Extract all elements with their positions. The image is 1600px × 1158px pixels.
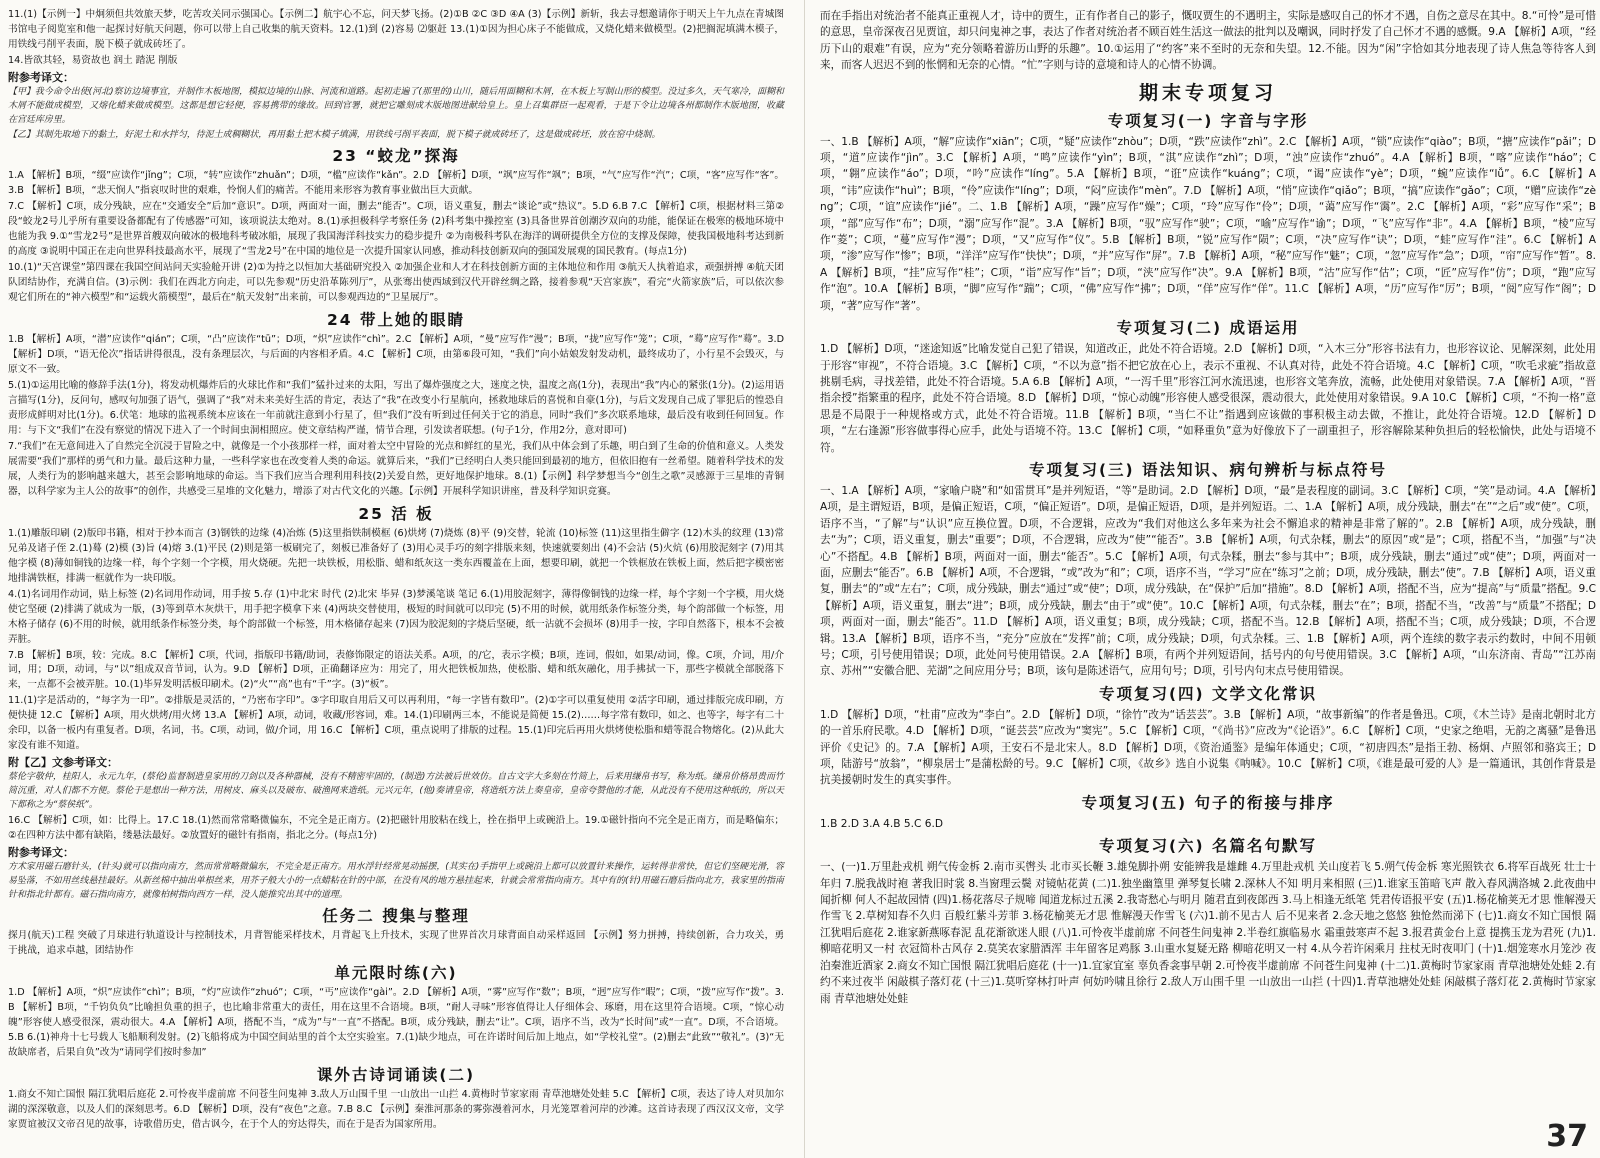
task-2-title: 任务二 搜集与整理 — [322, 907, 470, 926]
extra-poems-2-title: 课外古诗词诵读(二) — [316, 1066, 476, 1085]
review-5-title: 专项复习(五) 句子的衔接与排序 — [1081, 793, 1335, 812]
review-6-title: 专项复习(六) 名篇名句默写 — [1098, 837, 1318, 856]
section-23-para: 7.C 【解析】C项，成分残缺，应在“交通安全”后加“意识”。D项，两面对一面，删去“能否”。C项，语义重复，删去“谈论”或“热议”。5.D 6.B 7.C 【解析】C项，根据材料三第②段“蛟龙2号儿乎所有重要设备都配有了传感器”可知，该项说法太绝对。8.(1)承担极科学考察任务 (2)科考集中操控室 (3)具备世界首创潮汐双向的功能，能保证在极寒的极地环境中也能为我 9.①“雪龙2号”是世界首艘双向破冰的极地科考破冰船，展现了我国海洋科技实力的稳步提升 ②为南极科考队在海洋的调研提供全方位的支撑及保障，使我国极地科考达到新的高度 ③说明中国正在走向世界科技最高水平，展现了“雪龙2号”在中国的地位是一次提升国家认同感，推动科技创新双向的强国发展观的国民教育。(每点1分) — [8, 201, 784, 258]
unit-test-6-text: 1.D 【解析】A项，“炽”应读作“chì”；B项，“灼”应读作“zhuó”；C项，“丐”应读作“gài”。2.D 【解析】A项，“雾”应写作“数”；B项，“迥”应写作“暇”；C项，“拨”应写作“拨”。3.B 【解析】B项，“千钧负负”比喻担负重的担子，也比喻非常重大的责任，用在这里不合语境。B项，“耐人寻味”形容值得让人仔细体会、琢磨，用在这里符合语境。C项，“惊心动魄”形容使人感受很深，震动很大。4.A 【解析】A项，搭配不当，“成为”与“一直”不搭配。B项，成分残缺，删去“让”。C项，语序不当，改为“长时间”或“一直”。D项，不合语境。5.B 6.(1)神舟十七号载人飞船顺利发射。(2)飞船将成为中国空间站里的首个太空实验室。7.(1)缺少地点，可在许诺时间后加上地点，如“学校礼堂”。(2)删去“此致”“敬礼”。(3)“无故缺席者，后果自负”改为“请同学们按时参加” — [8, 987, 784, 1059]
left-intro-0: 11.(1)【示例一】中炯须但共效旅天梦，吃苦攻关同示强国心。【示例二】航宇心不忘，问天梦飞扬。(2)①B ②C ③D ④A (3)【示例】新斩，我去寻想邀请你于明天上午九点在青城图书馆电子阅览室和他一起探讨好航天问题，你可以带上自己收集的航天资料。12.(1)到 (2)容易 ⑵躯赶 13.(1)①因为担心床子不能做成，又烧化蜡来做模型。(2)把搁泥填满木模子，用铁线弓削平表面，脱下模子就成砖坯了。 — [8, 9, 784, 50]
section-24-para: 5.(1)①运用比喻的修辞手法(1分)，将发动机爆炸后的火球比作和“我们”猛扑过来的太阳，写出了爆炸强度之大，迷度之快，温度之高(1分)，表现出“我”内心的紧张(1分)。(2)运用语言描写(1分)，反问句，感叹句加强了语气，强调了“我”对未来美好生活的肯定，表达了“我”在改变小行星航向，拯救地球后的喜悦和自豪(1分)，与后文发现自己成了罪犯后的惶恐自责形成鲜明对比(1分)。6.伏笔：地球的监视系统本应该在一年前就注意到小行星了，但“我们”没有听到过任何关于它的消息，同时“我们”多次联系地球，最后没有收到任何回复。作用：与下文“我们”在没有察觉的情况下进入了一个时间虫洞相照应。使文章结构严谨，情节合理，引发读者联想。(句子1分，作用2分，意对即可) — [8, 380, 784, 436]
left-column — [8, 8, 784, 1134]
review-3-title: 专项复习(三) 语法知识、病句辨析与标点符号 — [1028, 460, 1388, 479]
section-24-para: 7.“我们”在无意间进入了自然完全沉浸于冒险之中，就像是一个小孩那样一样，面对着太空中冒险的光点和鲜红的星光，我们从中体会到了乐趣，明白到了生命的价值和意义。人类发展需要“我们”那样的勇气和力量。最后这种力量，一些科学家也在改变着人类的命运。就算后来，“我们”已经明白人类只能回到最初的地方，但依旧抱有一丝希望。随着科学技术的发展，人类行为的影响越来越大，甚至会影响地球的命运。当下我们应当合理利用科技(2)关爱自然，更好地保护地球。8.(1)【示例】科学梦想当今“创生之歌”灵感源于三星堆的青铜器，以科学家为主人公的故事”的创作，共感受三星堆的文化魅力，增添了对古代文化的兴趣。【示例】开展科学知识讲座，普及科学知识竞赛。 — [8, 440, 784, 497]
section-25-answers-b: 16.C 【解析】C项，如：比得上。17.C 18.(1)然而常常略微偏东，不完全是正南方。(2)把磁针用胶粘在线上，拴在指甲上或碗沿上。19.①磁针指向不完全是正南方，而是略偏东；②在四种方法中都有缺陷，缕悬法最好。②放置好的磁针有指南，指北之分。(每点1分) — [8, 814, 784, 841]
section-25-para: 4.(1)名词用作动词，贴上标签 (2)名词用作动词，用手按 5.存 (1)中北宋 时代 (2)北宋 毕昇 (3)梦溪笔谈 笔记 6.(1)用胶泥刻字，薄得像铜钱的边缘一样，每个字刻一个字模，用火烧使它坚硬 (2)排满了就成为一版，(3)等到草木灰烘干，用手把字模拿下来 (4)两块交替使用，极短的时间就可以印完 (5)不用的时候，就用纸条作标签分类，每个韵部做一个标签，用木格子储存 (6)不用的时候，就用纸条作标签分类，每个韵部做一个标签，用木格储存起来 (7)因为胶泥刻的字烧后坚硬，纸一沾就不会损坏 (8)用手一按，字印自然落下，根本不会被弄脏。 — [8, 588, 784, 645]
section-25-title: 25 活 板 — [358, 504, 434, 523]
section-25-para: 11.(1)字是活动的，“每字为一印”。②排版是灵活的，“乃密布字印”。③字印取自用后又可以再利用，“每一字皆有数印”。(2)①字可以重复使用 ②活字印刷，通过排版完成印刷，方便快捷 12.C 【解析】A项，用火烘烤/用火烤 13.A 【解析】A项，动词，收藏/形容词，难。14.(1)印刷两三本，不能说是简便 15.(2)……每字常有数印，如之、也等字，每字有二十余印，以备一板内有重复者。D项，名词，书。C项，动词，做/介词，用 16.C 【解析】C项，重点说明了排版的过程。15.(1)印完后再用火烘烤使松脂和蜡等混合物熔化。(2)从此大家没有谁不知道。 — [8, 695, 784, 752]
task-2-text: 探月(航天)工程 突破了月球进行轨道设计与控制技术，月背智能采样技术，月背起飞上升技术，实现了世界首次月球背面自动采样返回 【示例】努力拼搏，持续创新，合力攻关，勇于挑战，追求卓越，团结协作 — [8, 930, 784, 957]
section-24-title: 24 带上她的眼睛 — [327, 311, 465, 330]
section-25-para: 1.(1)雕版印刷 (2)版印书籍，相对于抄本而言 (3)钢铁的边缘 (4)冶炼 (5)这里指铁制模框 (6)烘烤 (7)烧炼 (8)平 (9)交替，轮流 (10)标签 (11)这里指生僻字 (12)木头的纹理 (13)常兄弟及诸子侄 2.(1)蓦 (2)模 (3)旨 (4)熔 3.(1)平民 (2)则是第一板刷完了，刻板已准备好了 (3)用心灵手巧的刻字排版来刻，快速就要刻出 (4)不会沾 (5)火炕 (6)用胶泥刻字 (7)用其他字模 (8)薄如铜钱的边缘一样，每个字刻一个字模，用火烧硬。先把一块铁板，用松脂、蜡和纸灰这一类东西覆盖在上面，想要印刷，就把一个铁框放在铁板上面，然后把字模密密地排满铁框，排满一框就作为一块印版。 — [8, 527, 784, 584]
section-25-para: 7.B 【解析】B项，较：完成。8.C 【解析】C项，代词，指版印书籍/助词，表修饰限定的语法关系。A项，的/它，表示字模；B项，连词，假如，如果/动词，像。C项，介词，用/介词，用；D项，动词，与“以”组成双音节词，认为。9.D 【解析】D项，正确翻译应为：用完了，用火把铁板加热，使松脂、蜡和纸灰融化，用手拂拭一下，那些字模就全部脱落下来，一点都不会被弄脏。10.(1)毕昇发明活板印刷术。(2)“火”“高”也有“千”字。(3)“板”。 — [8, 649, 784, 691]
review-2-title: 专项复习(二) 成语运用 — [1116, 319, 1300, 338]
ref-translation-label: 附参考译文： — [8, 70, 74, 84]
review-5-text: 1.B 2.D 3.A 4.B 5.C 6.D — [820, 817, 943, 830]
review-1-title: 专项复习(一) 字音与字形 — [1107, 111, 1309, 130]
review-6-text: 一、(一)1.万里赴戎机 朔气传金柝 2.南市买辔头 北市买长鞭 3.雄兔脚扑朔 安能辨我是雄雌 4.万里赴戎机 关山度若飞 5.朔气传金柝 寒光照铁衣 6.将军百战死 壮士十年归 7.脱我战时袍 著我旧时裳 8.当窗理云鬓 对镜帖花黄 (二)1.独坐幽篁里 弹琴复长啸 2.深林人不知 明月来相照 (三)1.谁家玉笛暗飞声 散入春风满洛城 2.此夜曲中闻折柳 何人不起故园情 (四)1.杨花落尽子规啼 闻道龙标过五溪 2.我寄愁心与明月 随君直到夜郎西 3.马上相逢无纸笔 凭君传语报平安 (五)1.杨花榆荚无才思 惟解漫天作雪飞 2.草树知春不久归 百般红紫斗芳菲 3.杨花榆荚无才思 惟解漫天作雪飞 (六)1.前不见古人 后不见来者 2.念天地之悠悠 独怆然而涕下 (七)1.商女不知亡国恨 隔江犹唱后庭花 2.谁家新燕啄春泥 乱花渐欲迷人眼 (八)1.可怜夜半虚前席 不问苍生问鬼神 2.半卷红旗临易水 霜重鼓寒声不起 3.报君黄金台上意 提携玉龙为君死 (九)1.柳暗花明又一村 衣冠简朴古风存 2.莫笑农家腊酒浑 丰年留客足鸡豚 3.山重水复疑无路 柳暗花明又一村 4.从今若许闲乘月 拄杖无时夜叩门 (十)1.烟笼寒水月笼沙 夜泊秦淮近酒家 2.商女不知亡国恨 隔江犹唱后庭花 (十一)1.宜家宜室 辜负香衾事早朝 2.可怜夜半虚前席 不问苍生问鬼神 (十二)1.黄梅时节家家雨 青草池塘处处蛙 2.有约不来过夜半 闲敲棋子落灯花 (十三)1.莫听穿林打叶声 何妨吟啸且徐行 2.敌人万山围千里 一山放出一山拦 (十四)1.青草池塘处处蛙 闲敲棋子落灯花 2.黄梅时节家家雨 青草池塘处处蛙 — [820, 861, 1596, 1005]
left-intro-1: 14.皆欲其轻，易资故也 润土 踏泥 削版 — [8, 54, 178, 66]
extra-poems-2-text: 1.商女不知亡国恨 隔江犹唱后庭花 2.可怜夜半虚前席 不问苍生问鬼神 3.敌人万山围千里 一山放出一山拦 4.黄梅时节家家雨 青草池塘处处蛙 5.C 【解析】C项，表达了诗人对贝加尔湖的深深敬意，以及人们的深刻思考。6.D 【解析】D项，没有“夜色”之意。7.B 8.C 【示例】秦淮河那条的雾弥漫着河水，月光笼罩着河岸的沙滩。这首诗表现了西汉汉文帝，文学家贾谊被汉文帝召见的故事，诗歌借历史，借古讽今，在于个人的穷达得失，而在于是否为国家所用。 — [8, 1089, 784, 1131]
section-25-translation-label: 附【乙】文参考译文： — [8, 756, 118, 770]
column-divider — [804, 0, 805, 1158]
review-4-text: 1.D 【解析】D项，“杜甫”应改为“李白”。2.D 【解析】D项，“徐竹”改为“话芸芸”。3.B 【解析】A项，“故事新编”的作者是鲁迅。C项，《木兰诗》是南北朝时北方的一首乐府民歌。4.D 【解析】D项，“诞芸芸”应改为“窦宪”。5.C 【解析】C项，“《尚书》”应改为“《论语》”。6.C 【解析】C项，“史家之绝唱，无韵之离骚”是鲁迅评价《史记》的。7.A 【解析】A项，王安石不是北宋人。8.D 【解析】D项，《资治通鉴》是编年体通史；C项，“初唐四杰”是指王勃、杨炯、卢照邻和骆宾王；D项，陆游号“放翁”，“柳泉居士”是蒲松龄的号。9.C 【解析】C项，《故乡》选自小说集《呐喊》。10.C 【解析】C项，《谁是最可爱的人》是一篇通讯，其创作背景是抗美援朝时发生的真实事件。 — [820, 708, 1596, 787]
review-4-title: 专项复习(四) 文学文化常识 — [1098, 684, 1318, 703]
translation-cailun: 蔡伦字敬仲，桂阳人，永元九年，(蔡伦)监督制造皇家用的刀剑以及各种器械，没有不精密牢固的，(制造)方法被后世效仿。自古文字大多刻在竹简上，后来用缣帛书写，称为纸。缣帛价格昂贵而竹简沉重，对人们都不方便。蔡伦于是想出一种方法，用树皮、麻头以及破布、破渔网来造纸。元兴元年，(他)奏请皇帝，将造纸方法上奏皇帝，皇帝夸赞他的才能，从此没有不使用这种纸的，所以天下都称之为“蔡侯纸”。 — [8, 772, 784, 811]
review-2-text: 1.D 【解析】D项，“迷途知返”比喻发觉自己犯了错误，知道改正，此处不符合语境。2.D 【解析】D项，“入木三分”形容书法有力，也形容议论、见解深刻，此处用于形容“审视”，不符合语境。3.C 【解析】C项，“不以为意”指不把它放在心上，表示不重视、不认真对待，此处不符合语境。4.C 【解析】C项，“吹毛求疵”指故意挑剔毛病，寻找差错，此处不符合语境。5.A 6.B 【解析】A项，“一泻千里”形容江河水流迅速，也形容文笔奔放，流畅，此处使用对象错误。7.A 【解析】A项，“晋指余授”指繁重的程序，此处不符合语境。8.D 【解析】D项，“惊心动魄”形容使人感受很深，震动很大，此处使用对象错误。9.A 10.C 【解析】C项，“不拘一格”意思是不局限于一种规格或方式，此处不符合语境。11.B 【解析】B项，“当仁不让”指遇到应该做的事积极主动去做，不推让，此处符合语境。12.D 【解析】D项，“左右逢源”形容做事得心应手，此处与语境不符。13.C 【解析】C项，“如释重负”意为好像放下了一副重担子，形容解除某种负担后的轻松愉快，此处与语境不符。 — [820, 343, 1596, 454]
translation-compass: 方术家用磁石磨针头，(针头)就可以指向南方，然而常常略微偏东，不完全是正南方。用水浮针经常晃动摇摆，(其实在)手指甲上或碗沿上都可以放置针来操作，运转得非常快，但它们坚硬光滑，容易坠落，不如用丝线悬挂最好。从新丝棉中抽出单根丝来，用芥子般大小的一点蜡粘在针的中部，在没有风的地方悬挂起来，针就会常常指向南方。其中有的(针)用磁石磨后指向北方，我家里的指南针和指北针都有。磁石指向南方，就像柏树指向西方一样，没人能推究出其中的道理。 — [8, 861, 784, 900]
section-24-para: 1.B 【解析】A项，“潜”应读作“qián”；C项，“凸”应读作“tū”；D项，“炽”应读作“chì”。2.C 【解析】A项，“曼”应写作“漫”；B项，“拢”应写作“笼”；C项，“蓦”应写作“蓦”。3.D 【解析】D项，“语无伦次”指话讲得很乱，没有条理层次，与后面的内容相矛盾。4.C 【解析】C项，由第⑥段可知，“我们”向小姑娘发射发动机，最终成功了，小行星不会毁灭，与原文不一致。 — [8, 334, 784, 376]
right-intro: 而在手指出对统治者不能真正重视人才，诗中的贾生，正有作者自己的影子，慨叹贾生的不遇明主，实际是感叹自己的怀才不遇，自伤之意尽在其中。8.“可怜”是可惜的意思，皇帝深夜召见贾谊，却只问鬼神之事，表达了作者对统治者不顾百姓生活这一做法的批判以及嘲讽，同时抒发了自己怀才不遇的感慨。9.A 【解析】A项，“经历下山的艰难”有误，应为“充分领略着游历山野的乐趣”。10.①运用了“约客”来不至时的无奈和失望。12.不能。因为“闲”字恰如其分地表现了诗人焦急等待客人到来，而客人迟迟不到的怅惘和无奈的心情。“忙”字则与诗的意境和诗人的心情不协调。 — [820, 10, 1596, 72]
page-number: 37 — [1546, 1119, 1588, 1154]
review-3-text: 一、1.A 【解析】A项，“家喻户晓”和“如雷贯耳”是并列短语，“等”是助词。2.D 【解析】D项，“最”是表程度的副词。3.C 【解析】C项，“笑”是动词。4.A 【解析】A项，是主谓短语，B项，是偏正短语，C项，“偏正短语”。D项，是偏正短语，D项，是并列短语。二、1.A 【解析】A项，成分残缺，删去“在”“之后”或“使”。C项，语序不当，“了解”与“认识”应互换位置。D项，不合逻辑，应改为“我们对他这么多年来为社会不懈追求的精神是非常了解的”。2.B 【解析】A项，成分残缺，删去“为”；C项，语义重复，删去“重要”；D项，不合逻辑，应改为“使”“能否”。3.B 【解析】A项，句式杂糅，删去“的原因”或“是”；C项，搭配不当，“加强”与“决心”不搭配。4.B 【解析】B项，两面对一面，删去“能否”。5.C 【解析】A项，句式杂糅，删去“参与其中”；B项，成分残缺，删去“通过”或“使”；D项，两面对一面，应删去“能否”。6.B 【解析】A项，不合逻辑，“或”改为“和”；C项，语序不当，“学习”应在“练习”之前；D项，成分残缺，删去“使”。7.B 【解析】A项，语义重复，删去“的”或“左右”；C项，成分残缺，删去“通过”或“使”；D项，成分残缺，在“保护”后加“措施”。8.D 【解析】A项，搭配不当，应为“提高”与“质量”搭配。9.C 【解析】A项，语义重复，删去“进”；B项，成分残缺，删去“由于”或“使”。10.C 【解析】A项，句式杂糅，删去“在”；B项，搭配不当，“改善”与“质量”不搭配；D项，两面对一面，删去“能否”。11.D 【解析】A项，语义重复；B项，成分残缺；C项，搭配不当。12.B 【解析】A项，搭配不当；C项，成分残缺；D项，不合逻辑。13.A 【解析】B项，语序不当，“充分”应放在“发挥”前；C项，成分残缺；D项，句式杂糅。三、1.B 【解析】A项，两个连续的数字表示约数时，中间不用顿号；C项，引号使用错误；D项，此处问号使用错误。2.A 【解析】B项，有两个并列短语间，括号内的句号使用错误。3.C 【解析】A项，“山东济南、青岛”“江苏南京、苏州”“安徽合肥、芜湖”之间应用分号；B项，该句是陈述语气，应用句号；D项，引号内句末点号使用错误。 — [820, 484, 1596, 678]
section-23-para: 10.(1)“天宫课堂”第四课在我国空间站问天实验舱开讲 (2)①为持之以恒加大基础研究投入 ②加强企业和人才在科技创新方面的主体地位和作用 ③航天人执着追求，顽强拼搏 ④航天团队团结协作，充满自信。(3)示例：我们在西北方向走，可以先参观“历史沿革陈列厅”，从张骞出使西域到汉代开辟丝绸之路，接着参观“天宫家族”，看完“火箭家族”后，可以依次参观它们所在的“神六模型”和“运载火箭模型”，最后在“航天发射”出来前，可以参观西边的“卫星展厅”。 — [8, 262, 784, 304]
ref-translation-jia: 【甲】我今命令出使(河北)察访边境事宜，并制作木板地图，模拟边境的山脉、河流和道路。起初走遍了(那里的)山川，随后用面糊和木屑，在木板上写制山形的模型。没过多久，天气寒冷，面糊和木屑不能做成模型，又熔化蜡来做成模型。这都是想它轻便，容易携带的缘故。回到官署，就把它雕刻成木版地图进献给皇上。皇上召集群臣一起观看，于是下令让边境各州都制作木版地图，收藏在宫廷库房里。 — [8, 86, 784, 125]
translation-compass-label: 附参考译文： — [8, 845, 74, 859]
section-23-para: 1.A 【解析】B项，“缀”应读作“jǐng”；C项，“转”应读作“zhuǎn”；D项，“槛”应读作“kǎn”。2.D 【解析】D项，“飒”应写作“飒”；B项，“气”应写作“汽”；C项，“客”应写作“客”。3.B 【解析】B项，“悲天悯人”指哀叹时世的艰难，怜悯人们的痛苦。不能用来形容为教育事业做出巨大贡献。 — [8, 170, 784, 197]
ref-translation-yi: 【乙】其制先取地下的黏土，好泥土和水拌匀，待泥土成稠糊状，再用黏土把木模子填满，用铁线弓削平表面，脱下模子就成砖坯了，这是做成砖坯，放在窑中烧制。 — [8, 129, 661, 140]
section-23-title: 23 “蛟龙”探海 — [332, 147, 460, 166]
final-review-title: 期末专项复习 — [1138, 81, 1277, 104]
unit-test-6-title: 单元限时练(六) — [334, 964, 458, 983]
right-column — [820, 8, 1596, 1008]
review-1-text: 一、1.B 【解析】A项，“解”应读作“xiān”；C项，“疑”应读作“zhòu”；D项，“跌”应读作“zhì”。2.C 【解析】A项，“锁”应读作“qiào”；B项，“搪”应读作“pǎi”；D项，“道”应读作“jìn”。3.C 【解析】A项，“鸣”应读作“yìn”；B项，“淇”应读作“zhì”；D项，“浊”应读作“zhuó”。4.A 【解析】B项，“喀”应读作“háo”；C项，“翱”应读作“áo”；D项，“吟”应读作“líng”。5.A 【解析】B项，“诳”应读作“kuáng”；C项，“谒”应读作“yè”；D项，“蜿”应读作“lǚ”。6.C 【解析】A项，“讳”应读作“huì”；B项，“伶”应读作“líng”；D项，“闷”应读作“mèn”。7.D 【解析】A项，“悄”应读作“qiǎo”；B项，“搞”应读作“gǎo”；C项，“赠”应读作“zèng”；C项，“谊”应读作“jié”。二、1.B 【解析】A项，“躁”应写作“燥”；C项，“玲”应写作“伶”；D项，“蔼”应写作“霭”。2.C 【解析】A项，“彩”应写作“采”；B项，“部”应写作“布”；D项，“溺”应写作“混”。3.A 【解析】B项，“驭”应写作“驶”；C项，“喻”应写作“谕”；D项，“飞”应写作“非”。4.A 【解析】B项，“棱”应写作“菱”；C项，“蔓”应写作“漫”；D项，“又”应写作“仪”。5.B 【解析】B项，“锐”应写作“陨”；C项，“决”应写作“诀”；D项，“蛙”应写作“洼”。6.C 【解析】A项，“渗”应写作“惨”；B项，“洋洋”应写作“快快”；D项，“并”应写作“屏”。7.B 【解析】A项，“秘”应写作“魅”；C项，“忽”应写作“急”；D项，“帘”应写作“暂”。8.A 【解析】B项，“挂”应写作“桂”；C项，“诣”应写作“旨”；D项，“浃”应写作“决”。9.A 【解析】B项，“沽”应写作“估”；C项，“匠”应写作“仿”；D项，“跑”应写作“泡”。10.A 【解析】B项，“脚”应写作“踹”；C项，“佛”应写作“拂”；D项，“佯”应写作“佯”。11.C 【解析】A项，“历”应写作“厉”；B项，“阅”应写作“阁”；D项，“著”应写作“著”。 — [820, 135, 1596, 312]
